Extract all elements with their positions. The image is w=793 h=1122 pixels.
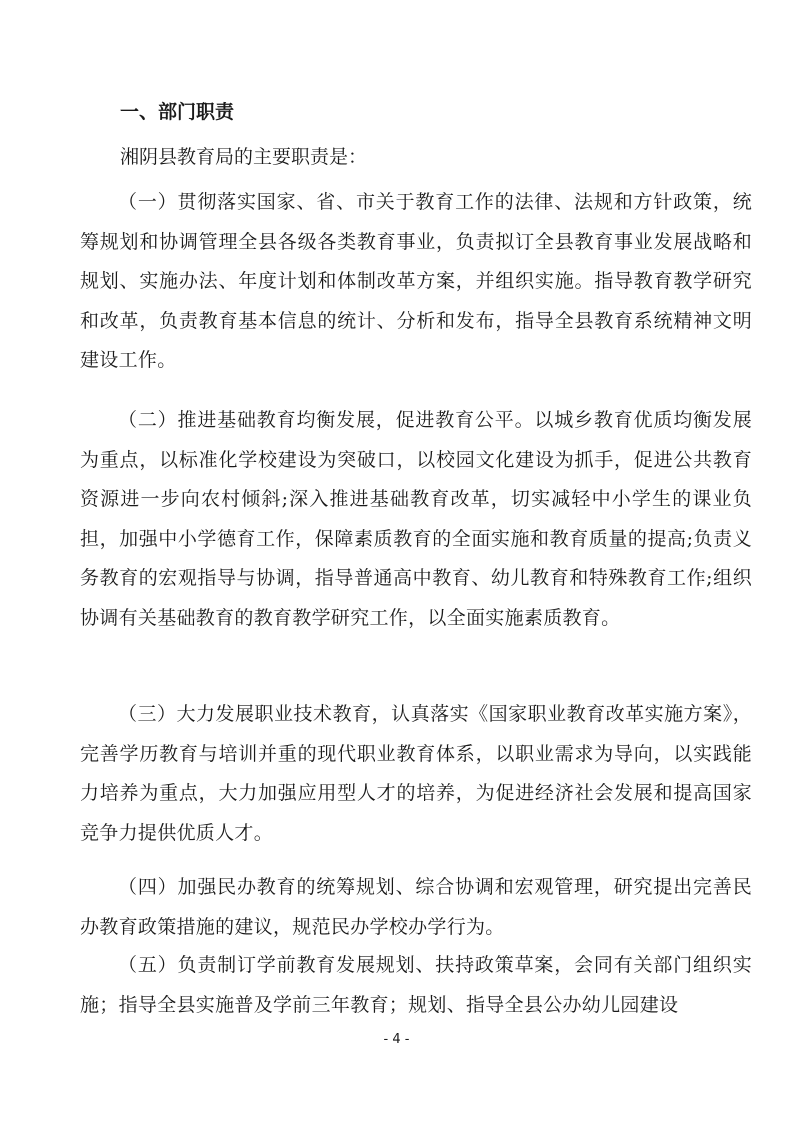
- paragraph-5: （五）负责制订学前教育发展规划、扶持政策草案，会同有关部门组织实施；指导全县实施普及学前三年教育；规划、指导全县公办幼儿园建设: [80, 954, 752, 1016]
- intro-text: 湘阴县教育局的主要职责是：: [120, 146, 368, 168]
- paragraph-4: （四）加强民办教育的统筹规划、综合协调和宏观管理，研究提出完善民办教育政策措施的建议，规范民办学校办学行为。: [80, 876, 752, 938]
- paragraph-1: （一）贯彻落实国家、省、市关于教育工作的法律、法规和方针政策，统筹规划和协调管理全县各级各类教育事业，负责拟订全县教育事业发展战略和规划、实施办法、年度计划和体制改革方案，并组织实施。指导教育教学研究和改革，负责教育基本信息的统计、分析和发布，指导全县教育系统精神文明建设工作。: [80, 191, 752, 371]
- paragraph-3: （三）大力发展职业技术教育，认真落实《国家职业教育改革实施方案》，完善学历教育与培训并重的现代职业教育体系，以职业需求为导向，以实践能力培养为重点，大力加强应用型人才的培养，为促进经济社会发展和提高国家竞争力提供优质人才。: [80, 703, 752, 844]
- paragraph-2: （二）推进基础教育均衡发展，促进教育公平。以城乡教育优质均衡发展为重点，以标准化学校建设为突破口，以校园文化建设为抓手，促进公共教育资源进一步向农村倾斜;深入推进基础教育改革，切实减轻中小学生的课业负担，加强中小学德育工作，保障素质教育的全面实施和教育质量的提高;负责义务教育的宏观指导与协调，指导普通高中教育、幼儿教育和特殊教育工作;组织协调有关基础教育的教育教学研究工作，以全面实施素质教育。: [80, 409, 752, 629]
- section-heading: 一、部门职责: [120, 101, 235, 123]
- page-number: - 4 -: [383, 1032, 410, 1047]
